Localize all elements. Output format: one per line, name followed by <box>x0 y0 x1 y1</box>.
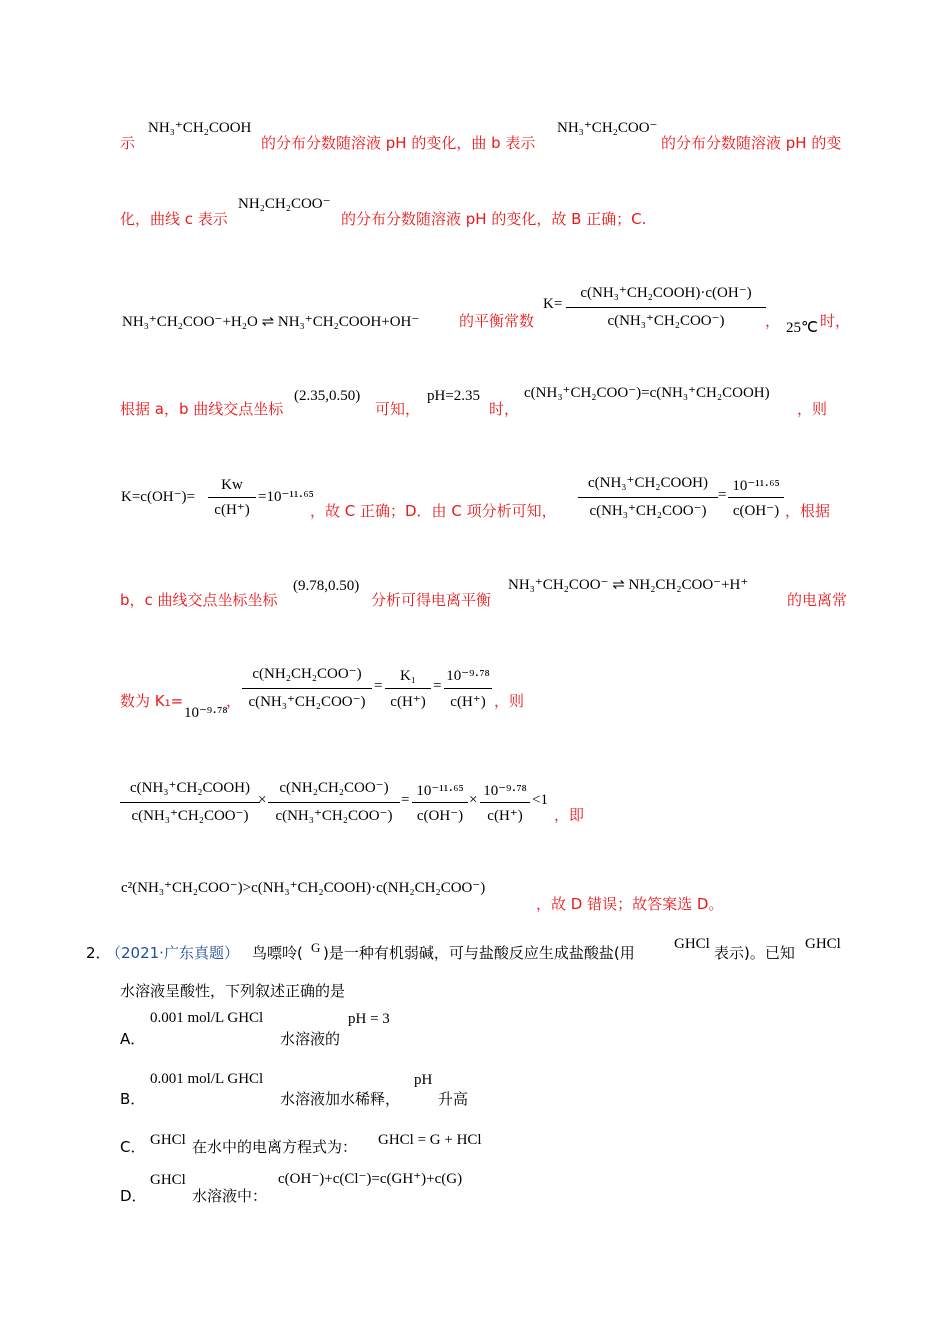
q2-text1: 鸟嘌呤( <box>252 944 303 962</box>
formula-glycine-cation: NH₃⁺CH₂COOH <box>148 120 252 136</box>
text-then2: ，则 <box>494 692 525 710</box>
ratio-numerator: c(NH₃⁺CH₂COOH) <box>587 475 709 491</box>
option-a-formula: 0.001 mol/L GHCl <box>150 1010 264 1026</box>
less-than-one: <1 <box>532 792 548 808</box>
option-d-text: 水溶液中： <box>192 1187 268 1205</box>
question-number: 2． <box>86 944 111 962</box>
text-c-correct: ，故 C 正确；D．由 C 项分析可知， <box>310 502 557 520</box>
q2-text2: )是一种有机弱碱，可与盐酸反应生成盐酸盐(用 <box>323 944 635 962</box>
text-ionization-const: 的电离常 <box>787 591 848 609</box>
equals-1: = <box>374 678 383 694</box>
p8-frac2-bar <box>268 802 400 803</box>
p8-frac2-num: c(NH₂CH₂COO⁻) <box>279 780 389 796</box>
option-a-label: A． <box>120 1030 146 1048</box>
k1-val-numerator: 10⁻⁹·⁷⁸ <box>446 668 490 684</box>
text-equilibrium-constant: 的平衡常数 <box>459 312 535 330</box>
equation-hydrolysis: NH₃⁺CH₂COO⁻+H₂O ⇌ NH₃⁺CH₂COOH+OH⁻ <box>122 314 420 330</box>
equals-2: = <box>433 678 442 694</box>
option-c-equation: GHCl = G + HCl <box>378 1132 482 1148</box>
p8-frac3-bar <box>412 802 468 803</box>
g-symbol: G <box>311 940 321 955</box>
text-according-ab: 根据 a，b 曲线交点坐标 <box>120 400 284 418</box>
p8-frac1-bar <box>120 802 260 803</box>
equals-3: = <box>401 792 410 808</box>
option-b-ph: pH <box>414 1072 433 1088</box>
option-a-text: 水溶液的 <box>280 1030 341 1048</box>
question-source: （2021·广东真题） <box>106 944 239 962</box>
option-b-text2: 升高 <box>438 1090 469 1108</box>
text-comma: ， <box>765 312 781 330</box>
option-c-formula: GHCl <box>150 1132 186 1148</box>
p8-frac4-den: c(H⁺) <box>487 808 523 824</box>
option-d-formula: GHCl <box>150 1172 186 1188</box>
text-line1a: 的分布分数随溶液 pH 的变化，曲 b 表示 <box>261 134 536 152</box>
equation-ionization: NH₃⁺CH₂COO⁻ ⇌ NH₂CH₂COO⁻+H⁺ <box>508 577 749 593</box>
text-according-bc: b，c 曲线交点坐标坐标 <box>120 591 278 609</box>
kw-numerator: Kw <box>221 477 243 493</box>
p8-frac4-bar <box>480 802 530 803</box>
text-k1: 数为 K₁= <box>120 692 184 710</box>
fraction-bar <box>566 307 766 308</box>
option-d-label: D． <box>120 1187 147 1205</box>
k1-frac-bar <box>242 688 372 689</box>
ghcl-symbol-1: GHCl <box>674 936 710 952</box>
text-then: ，则 <box>797 400 828 418</box>
option-c-label: C． <box>120 1138 146 1156</box>
ratio2-fraction-bar <box>728 497 784 498</box>
option-b-formula: 0.001 mol/L GHCl <box>150 1071 264 1087</box>
fraction-numerator: c(NH₃⁺CH₂COOH)·c(OH⁻) <box>580 285 752 301</box>
ratio-fraction-bar <box>578 497 718 498</box>
k-value: =10⁻¹¹·⁶⁵ <box>258 489 314 505</box>
p8-frac1-num: c(NH₃⁺CH₂COOH) <box>129 780 251 796</box>
option-a-ph: pH = 3 <box>348 1011 390 1027</box>
fraction-denominator: c(NH₃⁺CH₂COO⁻) <box>607 313 725 329</box>
formula-zwitterion: NH₃⁺CH₂COO⁻ <box>557 120 658 136</box>
text-known: 可知， <box>375 400 421 418</box>
k1-over-h-bar <box>385 688 431 689</box>
text-according: ，根据 <box>785 502 831 520</box>
k1-over-h-denominator: c(H⁺) <box>390 694 426 710</box>
kw-denominator: c(H⁺) <box>214 502 250 518</box>
k1-val-bar <box>444 688 492 689</box>
k-oh-expression: K=c(OH⁻)= <box>121 489 195 505</box>
k-label: K= <box>543 296 563 312</box>
option-b-text: 水溶液加水稀释， <box>280 1090 401 1108</box>
k1-value: 10⁻⁹·⁷⁸ <box>184 705 228 721</box>
option-c-text: 在水中的电离方程式为： <box>192 1138 358 1156</box>
times-2: × <box>469 792 478 808</box>
k1-val-denominator: c(H⁺) <box>450 694 486 710</box>
text-line2a: 化，曲线 c 表示 <box>120 210 228 228</box>
coord-ab: (2.35,0.50) <box>294 388 361 404</box>
kw-fraction-bar <box>208 497 256 498</box>
text-when: 时， <box>489 400 520 418</box>
times-1: × <box>258 792 267 808</box>
p8-frac1-den: c(NH₃⁺CH₂COO⁻) <box>131 808 249 824</box>
p8-frac3-den: c(OH⁻) <box>416 808 464 824</box>
text-ionization: 分析可得电离平衡 <box>371 591 492 609</box>
k1-over-h-numerator: K₁ <box>399 668 417 684</box>
ratio-denominator: c(NH₃⁺CH₂COO⁻) <box>589 503 707 519</box>
text-d-wrong: ，故 D 错误；故答案选 D。 <box>536 895 724 913</box>
text-line2b: 的分布分数随溶液 pH 的变化，故 B 正确；C. <box>341 210 647 228</box>
text-line1b: 的分布分数随溶液 pH 的变 <box>661 134 842 152</box>
p8-frac2-den: c(NH₃⁺CH₂COO⁻) <box>275 808 393 824</box>
equals-sign: = <box>718 487 727 503</box>
p8-frac3-num: 10⁻¹¹·⁶⁵ <box>416 783 464 799</box>
q2-text3: 表示)。已知 <box>714 944 795 962</box>
formula-anion: NH₂CH₂COO⁻ <box>238 196 331 212</box>
text-comma2: ， <box>226 692 242 710</box>
option-b-label: B． <box>120 1090 146 1108</box>
inequality: c²(NH₃⁺CH₂COO⁻)>c(NH₃⁺CH₂COOH)·c(NH₂CH₂COO⁻) <box>121 880 486 896</box>
ghcl-symbol-2: GHCl <box>805 936 841 952</box>
equation-equal-conc: c(NH₃⁺CH₂COO⁻)=c(NH₃⁺CH₂COOH) <box>524 385 770 401</box>
k1-frac-numerator: c(NH₂CH₂COO⁻) <box>252 666 362 682</box>
ratio2-denominator: c(OH⁻) <box>732 503 780 519</box>
p8-frac4-num: 10⁻⁹·⁷⁸ <box>483 783 527 799</box>
ratio2-numerator: 10⁻¹¹·⁶⁵ <box>732 478 780 494</box>
k1-frac-denominator: c(NH₃⁺CH₂COO⁻) <box>248 694 366 710</box>
text-namely: ，即 <box>554 806 585 824</box>
coord-bc: (9.78,0.50) <box>293 578 360 594</box>
text-shi: 示 <box>120 134 136 152</box>
option-d-equation: c(OH⁻)+c(Cl⁻)=c(GH⁺)+c(G) <box>278 1171 463 1187</box>
temperature: 25℃ <box>786 320 818 336</box>
ph-value: pH=2.35 <box>427 388 481 404</box>
q2-line2: 水溶液呈酸性，下列叙述正确的是 <box>120 982 346 1000</box>
text-shi-time: 时， <box>820 312 851 330</box>
